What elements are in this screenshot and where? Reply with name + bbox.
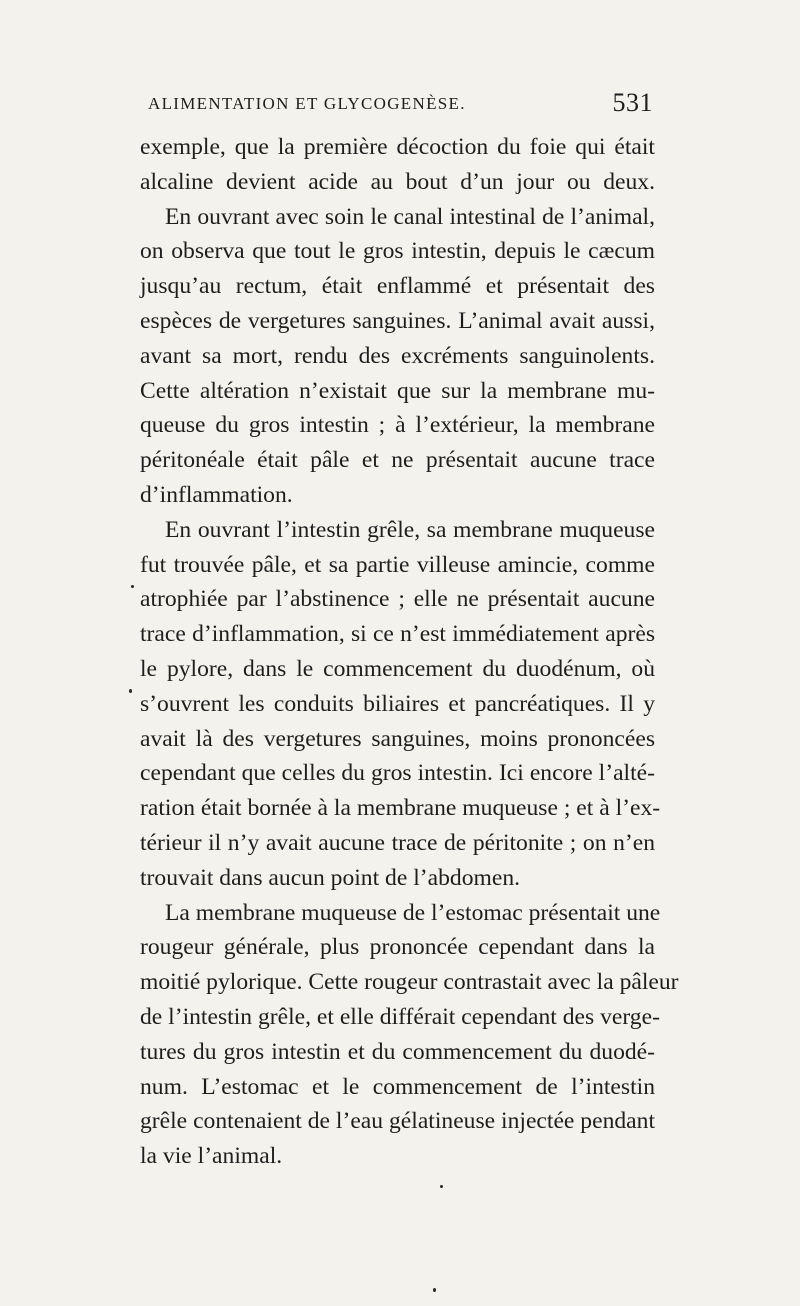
text-line: térieur il n’y avait aucune trace de péritonite ; on n’en [140, 829, 655, 856]
print-speck [440, 1185, 443, 1188]
body-text [140, 130, 679, 1174]
page-number: 531 [612, 88, 653, 117]
text-line: avait là des vergetures sanguines, moins prononcées [140, 725, 655, 752]
text-line: num. L’estomac et le commencement de l’intestin [140, 1073, 655, 1100]
text-line: on observa que tout le gros intestin, depuis le cæcum [140, 238, 655, 265]
text-line: ration était bornée à la membrane muqueuse ; et à l’ex- [140, 795, 661, 822]
text-line: atrophiée par l’abstinence ; elle ne présentait aucune [140, 586, 655, 613]
paragraph-start-line: En ouvrant l’intestin grêle, sa membrane muqueuse [165, 516, 655, 543]
paragraph-start-line: La membrane muqueuse de l’estomac présentait une [165, 899, 661, 926]
text-line: péritonéale était pâle et ne présentait aucune trace [140, 447, 655, 474]
text-line: s’ouvrent les conduits biliaires et pancréatiques. Il y [140, 690, 655, 717]
text-line: jusqu’au rectum, était enflammé et présentait des [140, 273, 655, 300]
text-line: queuse du gros intestin ; à l’extérieur, la membrane [140, 412, 655, 439]
text-line: Cette altération n’existait que sur la membrane mu- [140, 377, 655, 404]
text-line: exemple, que la première décoction du foie qui était [140, 134, 655, 160]
running-title: ALIMENTATION ET GLYCOGENÈSE. [148, 94, 466, 113]
text-line: rougeur générale, plus prononcée cependant dans la [140, 934, 655, 961]
text-line: de l’intestin grêle, et elle différait cependant des verge- [140, 1003, 660, 1030]
text-line: moitié pylorique. Cette rougeur contrastait avec la pâleur [140, 969, 679, 996]
paragraph-end-line: la vie l’animal. [140, 1143, 283, 1170]
text-line: alcaline devient acide au bout d’un jour ou deux. [140, 168, 655, 195]
text-line: le pylore, dans le commencement du duodénum, où [140, 655, 655, 682]
text-line: cependant que celles du gros intestin. Ici encore l’alté- [140, 760, 655, 787]
text-line: trace d’inflammation, si ce n’est immédiatement après [140, 621, 655, 648]
text-line: avant sa mort, rendu des excréments sanguinolents. [140, 342, 655, 369]
text-line: grêle contenaient de l’eau gélatineuse injectée pendant [140, 1108, 655, 1135]
print-speck [131, 585, 134, 588]
text-line: espèces de vergetures sanguines. L’animal avait aussi, [140, 307, 655, 334]
running-head [148, 88, 653, 118]
text-line: tures du gros intestin et du commencement du duodé- [140, 1038, 655, 1065]
text-line: fut trouvée pâle, et sa partie villeuse amincie, comme [140, 551, 655, 578]
print-speck [129, 689, 132, 693]
paragraph-start-line: En ouvrant avec soin le canal intestinal de l’animal, [165, 203, 655, 230]
print-speck [433, 1288, 436, 1292]
paragraph-end-line: d’inflammation. [140, 481, 293, 508]
paragraph-end-line: trouvait dans aucun point de l’abdomen. [140, 864, 521, 891]
